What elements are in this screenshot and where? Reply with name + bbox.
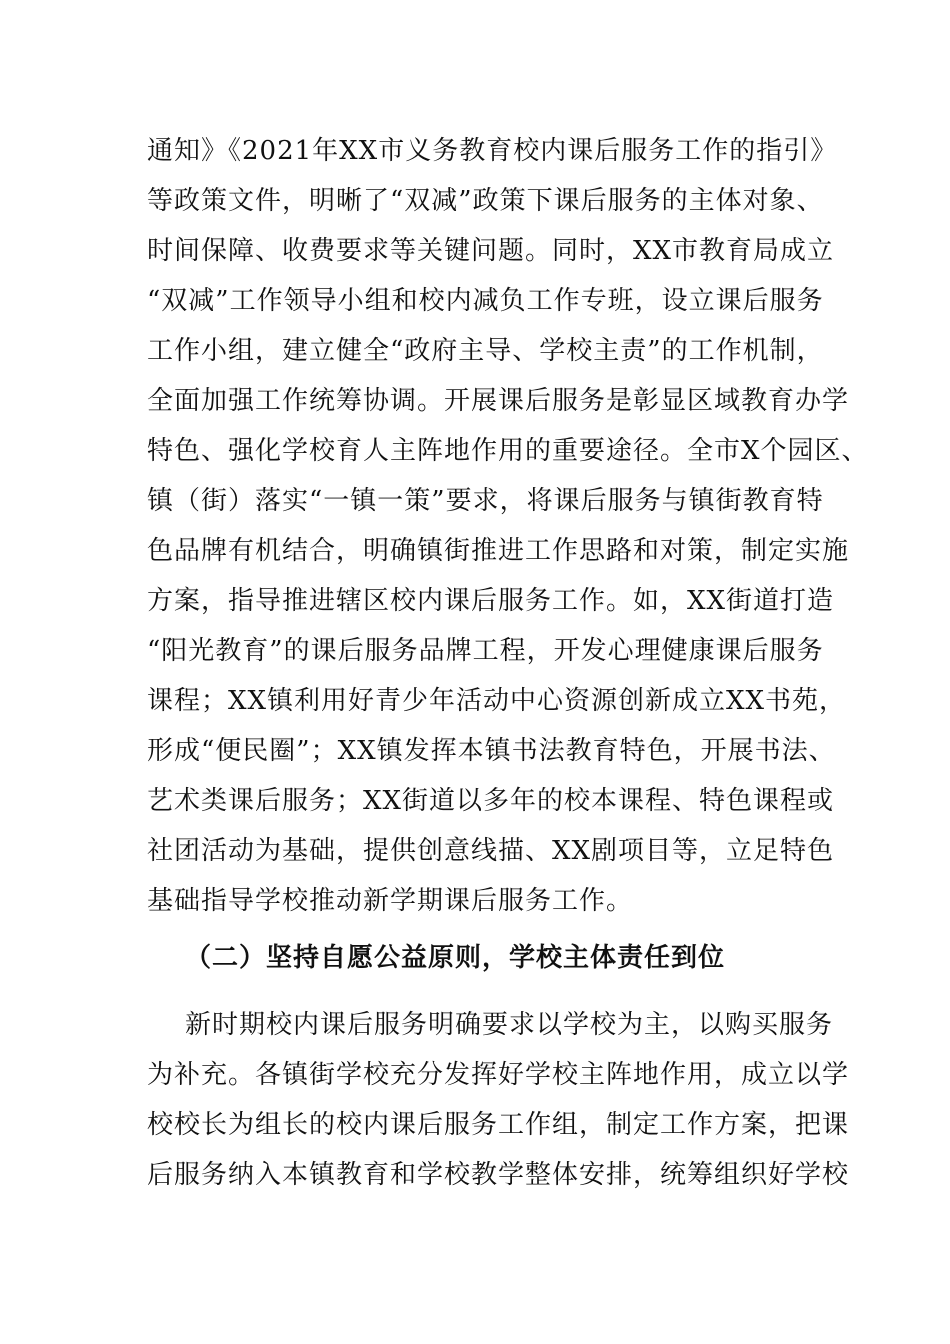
paragraph1-line-11: “阳光教育”的课后服务品牌工程，开发心理健康课后服务 [147,636,824,666]
paragraph2-line-4: 后服务纳入本镇教育和学校教学整体安排，统筹组织好学校 [147,1160,850,1190]
paragraph1-line-2: 等政策文件，明晰了“双减”政策下课后服务的主体对象、 [147,186,824,216]
paragraph1-line-10: 方案，指导推进辖区校内课后服务工作。如，XX街道打造 [147,586,835,616]
paragraph1-line-6: 全面加强工作统筹协调。开展课后服务是彰显区域教育办学 [147,386,850,416]
paragraph1-line-14: 艺术类课后服务；XX街道以多年的校本课程、特色课程或 [147,786,835,816]
paragraph1-line-3: 时间保障、收费要求等关键问题。同时，XX市教育局成立 [147,236,835,266]
paragraph1-line-8: 镇（街）落实“一镇一策”要求，将课后服务与镇街教育特 [147,486,824,516]
paragraph1-line-9: 色品牌有机结合，明确镇街推进工作思路和对策，制定实施 [147,536,850,566]
section-heading: （二）坚持自愿公益原则，学校主体责任到位 [185,943,726,973]
paragraph1-line-1: 通知》《2021年XX市义务教育校内课后服务工作的指引》 [147,136,838,166]
paragraph2-line-1: 新时期校内课后服务明确要求以学校为主，以购买服务 [185,1010,834,1040]
paragraph1-line-7: 特色、强化学校育人主阵地作用的重要途径。全市X个园区、 [147,436,869,466]
paragraph1-line-13: 形成“便民圈”；XX镇发挥本镇书法教育特色，开展书法、 [147,736,836,766]
paragraph1-line-15: 社团活动为基础，提供创意线描、XX剧项目等，立足特色 [147,836,835,866]
paragraph1-line-16: 基础指导学校推动新学期课后服务工作。 [147,886,634,916]
paragraph2-line-2: 为补充。各镇街学校充分发挥好学校主阵地作用，成立以学 [147,1060,850,1090]
paragraph1-line-12: 课程；XX镇利用好青少年活动中心资源创新成立XX书苑， [147,686,847,716]
paragraph2-line-3: 校校长为组长的校内课后服务工作组，制定工作方案，把课 [147,1110,850,1140]
paragraph1-line-4: “双减”工作领导小组和校内减负工作专班，设立课后服务 [147,286,824,316]
paragraph1-line-5: 工作小组，建立健全“政府主导、学校主责”的工作机制， [147,336,824,366]
